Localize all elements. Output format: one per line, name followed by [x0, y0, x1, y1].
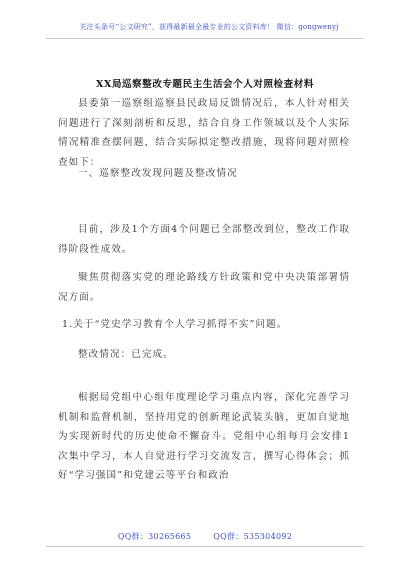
qq-label-2: QQ群： — [213, 532, 244, 541]
header-banner[interactable]: 关注头条号“公文研究”，获得最新最全最专业的公文资料库！ 微信：gongwenyj — [79, 23, 339, 31]
footer-divider — [46, 546, 364, 547]
paragraph-intro: 县委第一巡察组巡察县民政局反馈情况后，本人针对相关问题进行了深刻剖析和反思，结合自身工作领域以及个人实际情况精准查摆问题，结合实际拟定整改措施，现将问题对照检查如下： — [58, 98, 350, 168]
section-heading: 一、巡察整改发现问题及整改情况 — [78, 168, 238, 179]
paragraph-focus: 聚焦贯彻落实党的理论路线方针政策和党中央决策部署情况方面。 — [58, 272, 350, 303]
issue-heading: 1.关于“党史学习教育个人学习抓得不实”问题。 — [62, 319, 288, 330]
header-divider — [46, 38, 364, 39]
paragraph-progress: 目前，涉及1个方面4个问题已全部整改到位，整改工作取得阶段性成效。 — [58, 224, 350, 255]
qq-number-1[interactable]: 30265665 — [148, 532, 192, 541]
qq-number-2[interactable]: 535304092 — [243, 532, 293, 541]
paragraph-details: 根据局党组中心组年度理论学习重点内容，深化完善学习机制和监督机制，坚持用党的创新理论武装头脑，更加自觉地为实现新时代的历史使命不懈奋斗。党组中心组每月会安排1次集中学习，本人自觉进行学习交流发言，撰写心得体会；抓好“学习强国”和党建云等平台和政治 — [58, 392, 350, 481]
qq-label-1: QQ群： — [117, 532, 149, 541]
rectification-status: 整改情况：已完成。 — [78, 349, 174, 360]
footer-contact — [46, 531, 364, 542]
document-title: XX局巡察整改专题民主生活会个人对照检查材料 — [96, 79, 314, 90]
